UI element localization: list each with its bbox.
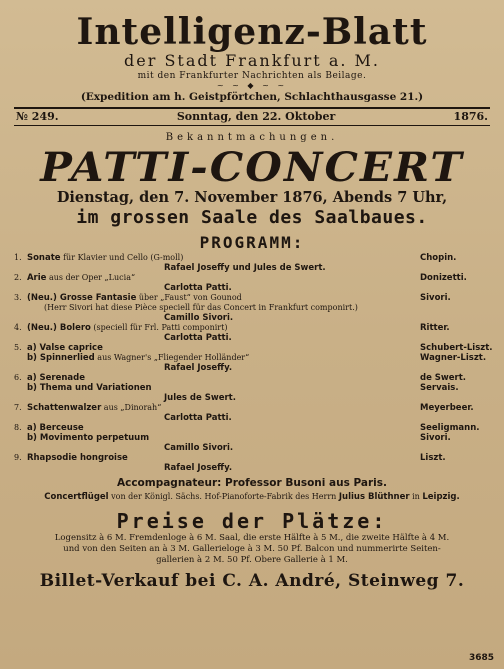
programm-piece: (Neu.) Bolero — [24, 323, 91, 333]
masthead-supplement: mit den Frankfurter Nachrichten als Beilage. — [137, 71, 367, 81]
programm-piece: (Neu.) Grosse Fantasie — [24, 293, 137, 303]
programm-item — [14, 273, 135, 283]
programm-performer: Rafael Joseffy. — [164, 363, 233, 373]
programm-composer: Ritter. — [420, 323, 450, 333]
programm-piece: a) Berceuse — [24, 423, 84, 433]
programm-item — [14, 373, 85, 383]
fluegel-maker: Julius Blüthner — [338, 492, 410, 502]
programm-performer: Rafael Joseffy. — [164, 463, 233, 473]
accompagnateur: Accompagnateur: Professor Busoni aus Paris. — [116, 477, 388, 489]
programm-note: (Herr Sivori hat diese Pièce speciell für das Concert in Frankfurt componirt.) — [44, 303, 358, 312]
programm-composer: Donizetti. — [420, 273, 467, 283]
programm-composer: Liszt. — [420, 453, 446, 463]
programm-item — [14, 433, 149, 443]
programm-composer: de Swert. — [420, 373, 467, 383]
programm-number: 5. — [14, 343, 22, 352]
programm-number: 2. — [14, 273, 22, 282]
masthead-subtitle: der Stadt Frankfurt a. M. — [124, 51, 380, 70]
programm-piece: Rhapsodie hongroise — [24, 453, 128, 463]
programm-piece: b) Spinnerlied — [24, 353, 95, 363]
programm-item — [14, 323, 227, 333]
programm-piece-detail: aus „Dinorah“ — [101, 403, 162, 412]
programm-performer: Carlotta Patti. — [164, 333, 232, 343]
programm-piece: b) Movimento perpetuum — [24, 433, 150, 443]
masthead-expedition: (Expedition am h. Geistpförtchen, Schlachthausgasse 21.) — [80, 91, 424, 103]
fluegel-text: von der Königl. Sächs. Hof-Pianoforte-Fabrik des Herrn — [108, 492, 339, 501]
programm-item — [14, 423, 84, 433]
programm-piece-detail: aus Wagner's „Fliegender Holländer“ — [94, 353, 250, 362]
archive-stamp: 3685 — [468, 653, 494, 663]
programm-item — [14, 293, 242, 303]
programm-number: 4. — [14, 323, 22, 332]
programm-piece-detail: über „Faust“ von Gounod — [136, 293, 242, 302]
fluegel-city: Leipzig. — [422, 492, 460, 502]
bottom-rule — [14, 125, 490, 126]
programm-list — [14, 253, 493, 473]
programm-performer: Jules de Swert. — [164, 393, 236, 403]
programm-item — [14, 403, 161, 413]
programm-number: 3. — [14, 293, 22, 302]
programm-composer: Meyerbeer. — [420, 403, 474, 413]
issue-number: № 249. — [16, 110, 59, 123]
programm-item — [14, 383, 152, 393]
prices-line-3: gallerien à 2 M. 50 Pf. Obere Gallerie à 1 M. — [156, 555, 348, 565]
programm-item — [14, 453, 128, 463]
concert-date: Dienstag, den 7. November 1876, Abends 7 Uhr, — [56, 189, 448, 206]
concert-venue: im grossen Saale des Saalbaues. — [76, 207, 428, 228]
programm-composer: Chopin. — [420, 253, 457, 263]
programm-number: 8. — [14, 423, 22, 432]
programm-piece: Schattenwalzer — [24, 403, 102, 413]
programm-number: 1. — [14, 253, 22, 262]
issue-year: 1876. — [453, 110, 488, 123]
programm-item — [14, 343, 103, 353]
fluegel-word: Concertflügel — [44, 492, 109, 502]
programm-item — [14, 353, 249, 363]
masthead-title: Intelligenz-Blatt — [76, 11, 428, 53]
programm-heading: PROGRAMM: — [199, 233, 305, 252]
programm-piece: Arie — [24, 273, 47, 283]
programm-composer: Schubert-Liszt. — [420, 343, 493, 353]
prices-line-2: und von den Seiten an à 3 M. Gallerieloge à 3 M. 50 Pf. Balcon und nummerirte Seiten- — [63, 544, 441, 554]
programm-composer: Sivori. — [420, 293, 451, 303]
fluegel-in: in — [409, 492, 423, 501]
programm-piece: Sonate — [24, 253, 61, 263]
programm-piece: a) Serenade — [24, 373, 86, 383]
dateline — [14, 109, 490, 125]
programm-piece-detail: für Klavier und Cello (G-moll) — [60, 253, 184, 262]
concert-title: PATTI-CONCERT — [40, 144, 464, 191]
programm-performer: Camillo Sivori. — [164, 443, 234, 453]
section-heading: Bekanntmachungen. — [165, 132, 339, 143]
programm-performer: Carlotta Patti. — [164, 283, 232, 293]
programm-piece-detail: (speciell für Frl. Patti componirt) — [90, 323, 228, 332]
concertfluegel-note — [14, 491, 490, 503]
programm-piece: a) Valse caprice — [24, 343, 103, 353]
prices-heading: Preise der Plätze: — [116, 509, 388, 533]
programm-composer: Wagner-Liszt. — [420, 353, 487, 363]
ticket-sale: Billet-Verkauf bei C. A. André, Steinweg 7. — [39, 571, 465, 591]
prices-line-1: Logensitz à 6 M. Fremdenloge à 6 M. Saal, die erste Hälfte à 5 M., die zweite Hälfte à 4 M. — [54, 533, 450, 543]
programm-number: 9. — [14, 453, 22, 462]
programm-performer: Carlotta Patti. — [164, 413, 232, 423]
programm-number: 7. — [14, 403, 22, 412]
programm-item — [14, 253, 183, 263]
programm-number: 6. — [14, 373, 22, 382]
programm-piece: b) Thema und Variationen — [24, 383, 152, 393]
issue-date: Sonntag, den 22. Oktober — [176, 110, 336, 123]
programm-piece-detail: aus der Oper „Lucia“ — [46, 273, 136, 282]
programm-composer: Seeligmann. — [420, 423, 480, 433]
programm-composer: Servais. — [420, 383, 459, 393]
programm-performer: Camillo Sivori. — [164, 313, 234, 323]
masthead-ornament: ~ ~ ◆ ~ ~ — [216, 81, 288, 90]
programm-performer: Rafael Joseffy und Jules de Swert. — [164, 263, 326, 273]
programm-composer: Sivori. — [420, 433, 451, 443]
